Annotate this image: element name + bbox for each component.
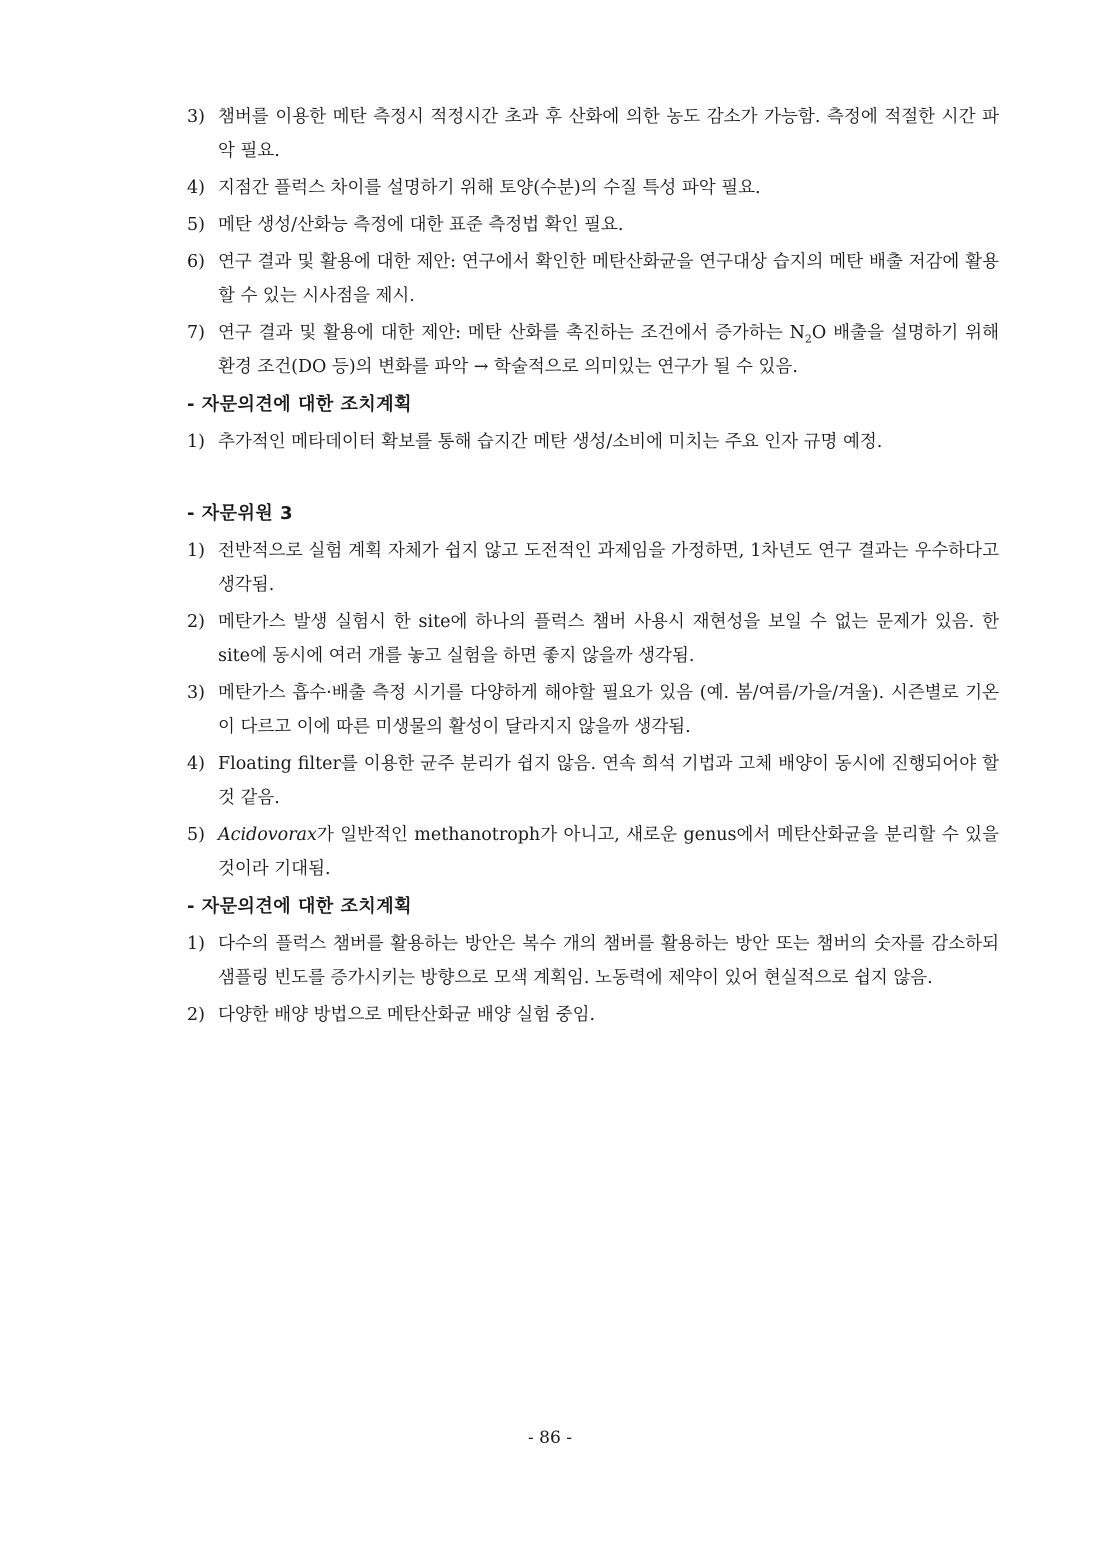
item-number: 3): [187, 107, 205, 127]
item-text-part: 가 일반적인 methanotroph가 아니고, 새로운 genus에서 메탄산화균을 분리할 수 있을 것이라 기대됨.: [218, 825, 999, 879]
list-item: [187, 425, 999, 459]
item-number: 7): [187, 323, 205, 343]
item-number: 1): [187, 541, 205, 561]
page-number: - 86 -: [528, 1428, 572, 1448]
item-number: 2): [187, 1005, 205, 1025]
list-item: [187, 747, 999, 815]
item-number: 1): [187, 432, 205, 452]
list-item: [187, 605, 999, 673]
item-text: [218, 316, 999, 384]
list-item: [187, 171, 999, 205]
list-item: [187, 100, 999, 168]
item-number: 4): [187, 178, 205, 198]
item-text: 다양한 배양 방법으로 메탄산화균 배양 실험 중임.: [218, 1005, 596, 1025]
item-text: 다수의 플럭스 챔버를 활용하는 방안은 복수 개의 챔버를 활용하는 방안 또는 챔버의 숫자를 감소하되 샘플링 빈도를 증가시키는 방향으로 모색 계획임. 노동력에 제약이 있어 현실적으로 쉽지 않음.: [218, 934, 999, 988]
action-plan-heading: - 자문의견에 대한 조치계획: [187, 896, 413, 917]
subscript: 2: [804, 332, 812, 346]
list-item: [187, 998, 999, 1032]
item-number: 1): [187, 934, 205, 954]
item-number: 6): [187, 252, 205, 272]
genus-name: Acidovorax: [218, 825, 317, 845]
list-item: [187, 245, 999, 313]
document-body: [187, 100, 999, 1035]
item-text: Floating filter를 이용한 균주 분리가 쉽지 않음. 연속 희석 기법과 고체 배양이 동시에 진행되어야 할 것 같음.: [218, 754, 999, 808]
item-text: 메탄 생성/산화능 측정에 대한 표준 측정법 확인 필요.: [218, 215, 624, 235]
advisor-heading: - 자문위원 3: [187, 503, 294, 524]
item-number: 3): [187, 683, 205, 703]
item-text: 추가적인 메타데이터 확보를 통해 습지간 메탄 생성/소비에 미치는 주요 인자 규명 예정.: [218, 432, 883, 452]
item-text: 연구 결과 및 활용에 대한 제안: 연구에서 확인한 메탄산화균을 연구대상 습지의 메탄 배출 저감에 활용할 수 있는 시사점을 제시.: [218, 252, 999, 306]
item-number: 2): [187, 612, 205, 632]
list-item: [187, 208, 999, 242]
list-item: [187, 534, 999, 602]
item-number: 5): [187, 825, 205, 845]
item-number: 5): [187, 215, 205, 235]
item-text: 전반적으로 실험 계획 자체가 쉽지 않고 도전적인 과제임을 가정하면, 1차년도 연구 결과는 우수하다고 생각됨.: [218, 541, 999, 595]
list-item: [187, 676, 999, 744]
item-text: 메탄가스 발생 실험시 한 site에 하나의 플럭스 챔버 사용시 재현성을 보일 수 없는 문제가 있음. 한 site에 동시에 여러 개를 놓고 실험을 하면 좋지 않을까 생각됨.: [218, 612, 999, 666]
item-text: 메탄가스 흡수·배출 측정 시기를 다양하게 해야할 필요가 있음 (예. 봄/여름/가을/겨울). 시즌별로 기온이 다르고 이에 따른 미생물의 활성이 달라지지 않을까 생각됨.: [218, 683, 999, 737]
item-text: [218, 818, 999, 886]
action-plan-heading: - 자문의견에 대한 조치계획: [187, 394, 413, 415]
list-item: [187, 818, 999, 886]
list-item: [187, 927, 999, 995]
item-text: 지점간 플럭스 차이를 설명하기 위해 토양(수분)의 수질 특성 파악 필요.: [218, 178, 761, 198]
list-item: [187, 316, 999, 384]
item-text-part: 연구 결과 및 활용에 대한 제안: 메탄 산화를 촉진하는 조건에서 증가하는 N: [218, 323, 805, 343]
item-number: 4): [187, 754, 205, 774]
item-text-part: O 배출을 설명하기 위해 환경 조건(DO 등)의 변화를 파악 → 학술적으로 의미있는 연구가 될 수 있음.: [218, 323, 999, 377]
item-text: 챔버를 이용한 메탄 측정시 적정시간 초과 후 산화에 의한 농도 감소가 가능함. 측정에 적절한 시간 파악 필요.: [218, 107, 999, 161]
